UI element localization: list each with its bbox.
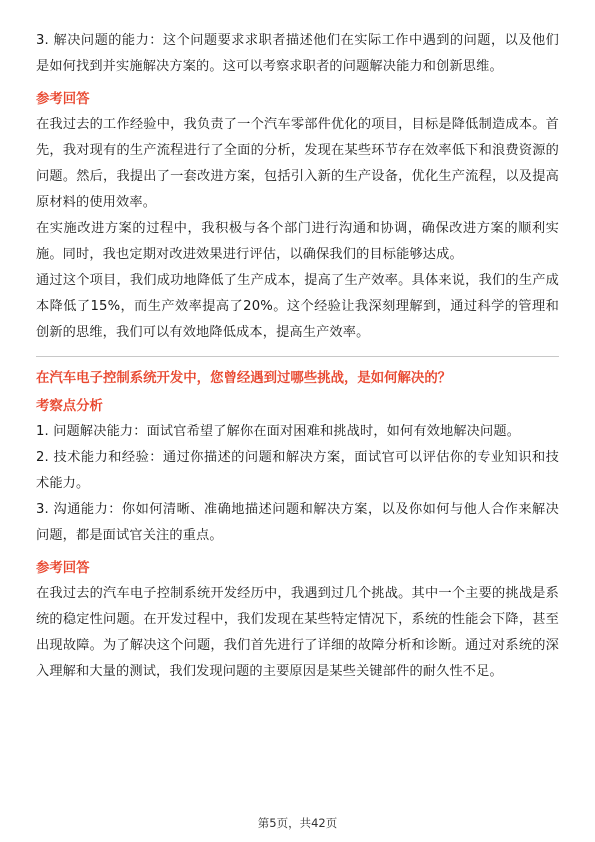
section-divider [36, 356, 559, 357]
analysis-item-3: 3. 解决问题的能力：这个问题要求求职者描述他们在实际工作中遇到的问题，以及他们是如何找到并实施解决方案的。这可以考察求职者的问题解决能力和创新思维。 [36, 33, 559, 74]
analysis-item: 2. 技术能力和经验：通过你描述的问题和解决方案，面试官可以评估你的专业知识和技术能力。 [36, 450, 559, 491]
analysis-heading: 考察点分析 [36, 399, 103, 414]
analysis-item: 3. 沟通能力：你如何清晰、准确地描述问题和解决方案，以及你如何与他人合作来解决问题，都是面试官关注的重点。 [36, 502, 559, 543]
page-content [36, 28, 559, 685]
interview-question: 在汽车电子控制系统开发中，您曾经遇到过哪些挑战，是如何解决的？ [36, 371, 452, 386]
answer-paragraph: 在实施改进方案的过程中，我积极与各个部门进行沟通和协调，确保改进方案的顺利实施。同时，我也定期对改进效果进行评估，以确保我们的目标能够达成。 [36, 221, 559, 262]
answer-paragraph: 在我过去的工作经验中，我负责了一个汽车零部件优化的项目，目标是降低制造成本。首先，我对现有的生产流程进行了全面的分析，发现在某些环节存在效率低下和浪费资源的问题。然后，我提出了一套改进方案，包括引入新的生产设备，优化生产流程，以及提高原材料的使用效率。 [36, 117, 559, 210]
reference-answer-heading: 参考回答 [36, 561, 90, 576]
analysis-item: 1. 问题解决能力：面试官希望了解你在面对困难和挑战时，如何有效地解决问题。 [36, 424, 521, 439]
answer-paragraph: 通过这个项目，我们成功地降低了生产成本，提高了生产效率。具体来说，我们的生产成本降低了15%，而生产效率提高了20%。这个经验让我深刻理解到，通过科学的管理和创新的思维，我们可以有效地降低成本，提高生产效率。 [36, 273, 559, 340]
reference-answer-heading: 参考回答 [36, 92, 90, 107]
page-number: 第5页，共42页 [257, 816, 338, 830]
answer-paragraph: 在我过去的汽车电子控制系统开发经历中，我遇到过几个挑战。其中一个主要的挑战是系统的稳定性问题。在开发过程中，我们发现在某些特定情况下，系统的性能会下降，甚至出现故障。为了解决这个问题，我们首先进行了详细的故障分析和诊断。通过对系统的深入理解和大量的测试，我们发现问题的主要原因是某些关键部件的耐久性不足。 [36, 586, 559, 679]
